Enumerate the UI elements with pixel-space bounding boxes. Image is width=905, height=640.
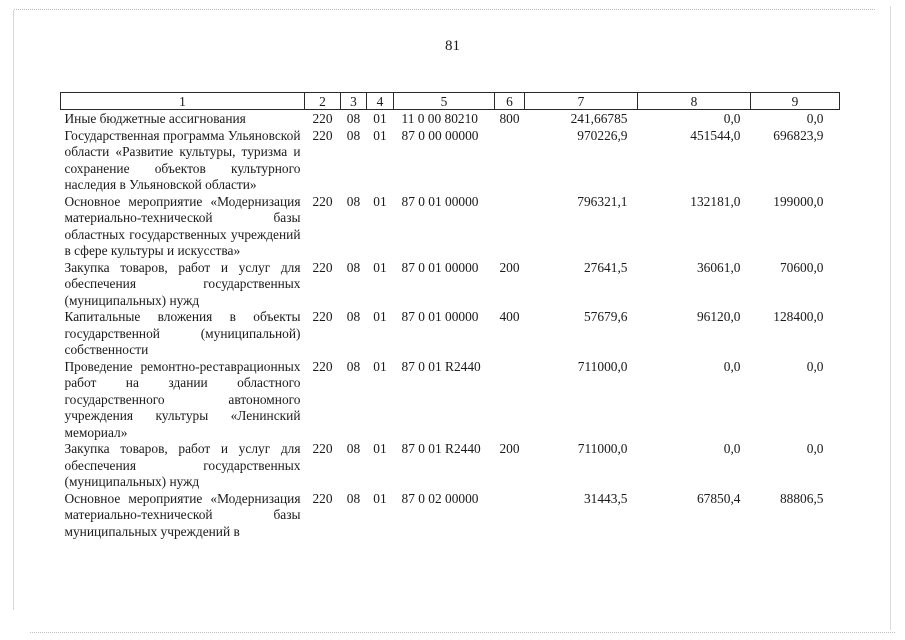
row-name: Основное мероприятие «Модернизация материально-технической базы областных государственных учреждений в сфере культуры и искусства»	[64, 193, 301, 258]
row-c2: 220	[312, 309, 333, 324]
row-c6: 200	[499, 441, 520, 456]
header-col-4: 4	[367, 93, 394, 110]
row-c7: 31443,5	[583, 490, 628, 506]
row-c4: 01	[373, 111, 387, 126]
row-c3: 08	[346, 111, 361, 126]
table-row	[61, 309, 840, 359]
row-c3: 08	[346, 127, 361, 143]
row-c9: 199000,0	[773, 193, 824, 209]
row-c4: 01	[373, 441, 387, 456]
row-c7: 970226,9	[577, 127, 628, 143]
header-row	[61, 93, 840, 110]
row-c9: 0,0	[806, 441, 824, 456]
table-row	[61, 441, 840, 491]
row-c6	[495, 128, 525, 194]
row-c7: 796321,1	[577, 193, 628, 209]
header-col-3: 3	[341, 93, 367, 110]
row-c8: 0,0	[723, 111, 741, 126]
row-c4: 01	[373, 193, 387, 209]
table-row	[61, 128, 840, 194]
row-c7: 711000,0	[577, 358, 628, 374]
page-number: 81	[445, 38, 460, 54]
header-col-8: 8	[638, 93, 751, 110]
header-col-6: 6	[495, 93, 525, 110]
scan-edge-left	[13, 10, 14, 610]
scan-edge-top	[14, 9, 875, 10]
table-row	[61, 359, 840, 442]
table-header	[61, 93, 840, 110]
row-c5: 87 0 01 R2440	[401, 358, 481, 374]
row-c4: 01	[373, 490, 387, 506]
row-c4: 01	[373, 259, 387, 275]
row-c2: 220	[312, 259, 333, 275]
row-c5: 11 0 00 80210	[401, 111, 478, 126]
table-row	[61, 110, 840, 128]
row-c8: 96120,0	[696, 309, 741, 324]
row-c2: 220	[312, 441, 333, 456]
row-c6	[495, 194, 525, 260]
row-c5: 87 0 01 00000	[401, 193, 479, 209]
row-c9: 88806,5	[779, 490, 824, 506]
row-name: Закупка товаров, работ и услуг для обеспечения государственных (муниципальных) нужд	[64, 259, 301, 308]
row-c5: 87 0 01 R2440	[401, 441, 481, 456]
row-c7: 57679,6	[583, 309, 628, 324]
row-c7: 241,66785	[570, 111, 628, 126]
row-c9: 70600,0	[779, 259, 824, 275]
row-c8: 67850,4	[696, 490, 741, 506]
row-c3: 08	[346, 259, 361, 275]
row-c2: 220	[312, 111, 333, 126]
row-c6	[495, 491, 525, 541]
row-c4: 01	[373, 358, 387, 374]
header-col-7: 7	[525, 93, 638, 110]
row-c2: 220	[312, 490, 333, 506]
row-name: Капитальные вложения в объекты государственной (муниципальной) собственности	[64, 309, 301, 357]
row-c2: 220	[312, 127, 333, 143]
table-body	[61, 110, 840, 541]
header-col-1: 1	[61, 93, 305, 110]
row-c8: 451544,0	[690, 127, 741, 143]
header-col-9: 9	[751, 93, 840, 110]
row-c3: 08	[346, 193, 361, 209]
row-c9: 0,0	[806, 358, 824, 374]
row-c2: 220	[312, 358, 333, 374]
header-col-2: 2	[305, 93, 341, 110]
row-name: Государственная программа Ульяновской области «Развитие культуры, туризма и сохранение объектов культурного наследия в Ульяновской области»	[64, 127, 301, 192]
row-c8: 0,0	[723, 358, 741, 374]
table-row	[61, 260, 840, 310]
row-c9: 0,0	[806, 111, 824, 126]
row-name: Основное мероприятие «Модернизация материально-технической базы муниципальных учреждений в	[64, 490, 301, 539]
row-c8: 132181,0	[690, 193, 741, 209]
row-c6: 800	[499, 111, 520, 126]
row-c5: 87 0 00 00000	[401, 127, 479, 143]
row-c9: 696823,9	[773, 127, 824, 143]
row-c3: 08	[346, 358, 361, 374]
row-name: Иные бюджетные ассигнования	[64, 111, 246, 126]
row-c5: 87 0 01 00000	[401, 309, 479, 324]
row-name: Проведение ремонтно-реставрационных работ на здании областного государственного автономного учреждения культуры «Ленинский мемориал»	[64, 358, 301, 440]
row-c3: 08	[346, 309, 361, 324]
table-row	[61, 194, 840, 260]
row-c6	[495, 359, 525, 442]
row-c3: 08	[346, 490, 361, 506]
row-c6: 400	[499, 309, 520, 324]
row-c7: 27641,5	[583, 259, 628, 275]
row-c9: 128400,0	[773, 309, 824, 324]
row-c6: 200	[499, 259, 520, 275]
row-c5: 87 0 01 00000	[401, 259, 479, 275]
row-c2: 220	[312, 193, 333, 209]
table-row	[61, 491, 840, 541]
row-c8: 0,0	[723, 441, 741, 456]
scan-edge-bottom	[30, 632, 895, 633]
row-c8: 36061,0	[696, 259, 741, 275]
budget-table	[60, 92, 840, 540]
scan-edge-right	[890, 6, 891, 630]
row-c4: 01	[373, 309, 387, 324]
row-c7: 711000,0	[577, 441, 628, 456]
row-name: Закупка товаров, работ и услуг для обеспечения государственных (муниципальных) нужд	[64, 441, 301, 489]
header-col-5: 5	[394, 93, 495, 110]
row-c5: 87 0 02 00000	[401, 490, 479, 506]
row-c4: 01	[373, 127, 387, 143]
row-c3: 08	[346, 441, 361, 456]
